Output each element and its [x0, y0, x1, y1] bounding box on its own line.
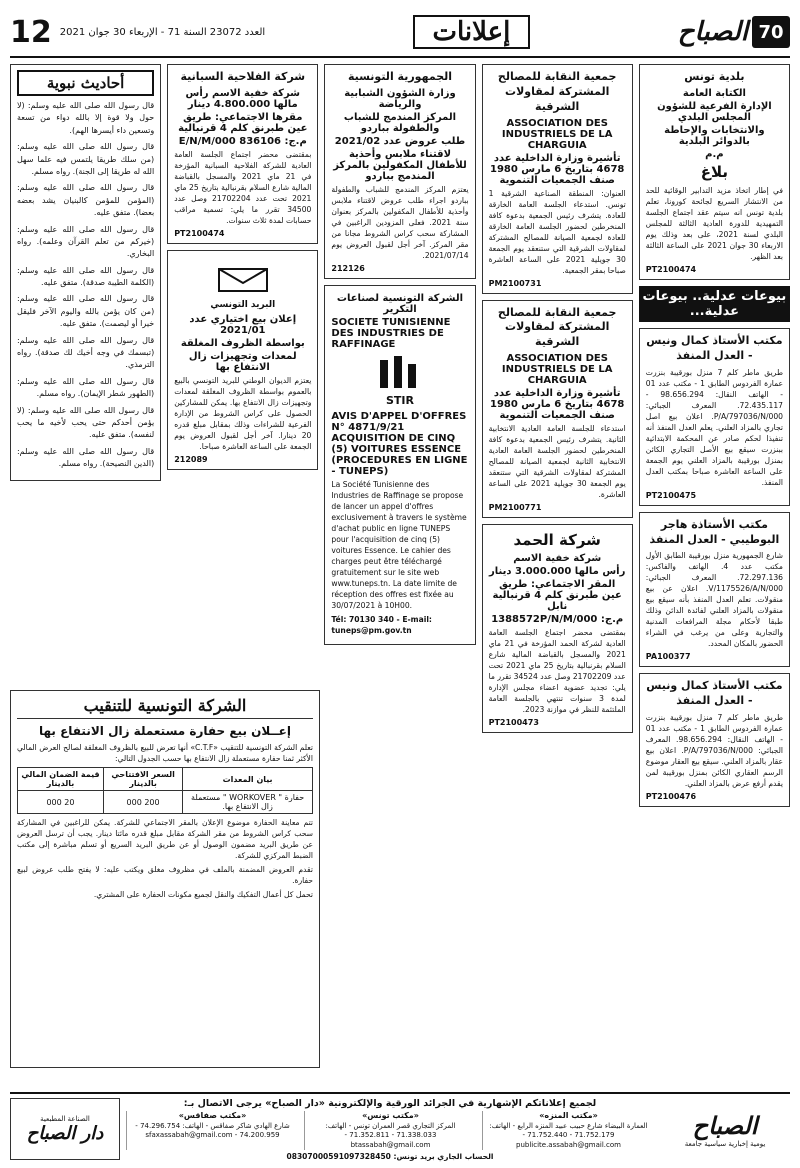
column-2 — [482, 64, 633, 1084]
notice-line: الكتابة العامة — [682, 87, 746, 99]
office-name: «مكتب صفاقس» — [178, 1111, 247, 1120]
footer-press-logo — [10, 1098, 120, 1160]
notice-line: وزارة الشؤون الشبابية والرياضة — [344, 87, 456, 110]
company-notice — [167, 64, 318, 244]
hadith-item: قال رسول الله صلى الله عليه وسلم: (لا يؤمن أحدكم حتى يحب لأخيه ما يحب لنفسه). متفق عليه. — [16, 405, 155, 440]
table-header: قيمة الضمان المالي بالدينار — [18, 768, 104, 791]
company-notice — [482, 524, 633, 733]
table-cell: 200 000 — [103, 791, 182, 814]
notice-line: بواسطة الظروف المغلقة — [180, 337, 305, 349]
notice-title-fr: ASSOCIATION DES INDUSTRIELS DE LA CHARGUIA — [501, 117, 613, 151]
notice-title: شركة الفلاحية السبانية — [180, 70, 306, 83]
notice-title: مكتب الأستاذ كمال ونيس - العدل المنفذ — [646, 334, 783, 362]
notice-body: يعتزم الديوان الوطني للبريد التونسي بالبيع بالعموم بواسطة الظروف المغلقة لمعدات وتجهيزات زال الانتفاع بها. يمكن للمشاركين الحصول على كراس الشروط من الإدارة الفرعية للشراءات وذلك بمقابل مبلغ قدره 20 دينارا. آخر أجل لقبول العروض يوم الجمعة على الساعة العاشرة صباحا. — [174, 375, 312, 451]
footer-headline: لجميع إعلاناتكم الإشهارية في الجرائد الورقية والإلكترونية «دار الصباح» يرجى الاتصال بـ: — [183, 1098, 597, 1109]
sale-notice — [639, 512, 790, 668]
notice-title-fr: ASSOCIATION DES INDUSTRIELS DE LA CHARGUIA — [501, 353, 613, 387]
stir-logo — [331, 354, 468, 407]
ctf-title: الشركة التونسية للتنقيب — [17, 696, 313, 719]
office-text: شارع الهادي شاكر صفاقس - الهاتف: 74.296.754 - 74.200.959 - sfaxassabah@gmail.com — [135, 1121, 290, 1140]
footer-press-tag: الصناعة المطبعية — [40, 1114, 90, 1123]
hadith-item: قال رسول الله صلى الله عليه وسلم: (من كان يؤمن بالله واليوم الآخر فليقل خيرا أو ليصمت). متفق عليه. — [16, 294, 155, 329]
notice-title: جمعية النقابة للمصالح المشتركة لمقاولات الشرقية — [497, 305, 617, 349]
notice-title: الجمهورية التونسية — [347, 70, 453, 83]
notice-line: شركة خفية الاسم — [513, 553, 602, 565]
hadith-item: قال رسول الله صلى الله عليه وسلم: (الدين النصيحة). رواه مسلم. — [16, 446, 155, 469]
sales-banner: بيوعات عدلية.. بيوعات عدلية... — [639, 286, 790, 322]
poste-logo — [174, 260, 311, 310]
notice-title: مكتب الأستاذ كمال ونيس - العدل المنفذ — [646, 679, 783, 708]
notice-body: La Société Tunisienne des Industries de Raffinage se propose de lancer un appel d'offres exclusivement à travers le système d'achat public en ligne TUNEPS pour l'acquisition de cinq (5) voitures Essence. Le cahier des charges peut être téléchargé gratuitement sur le site web www.tuneps.tn. La date limite de réception des offres est fixée au 30/07/2021 à 10H00. — [331, 479, 467, 610]
footer-logo — [660, 1098, 790, 1160]
notice-line: م.ج: 836106 E/N/M/000 — [178, 135, 307, 147]
hadith-item: قال رسول الله صلى الله عليه وسلم: (من سلك طريقا يلتمس فيه علما سهل الله له طريقا إلى الجنة). رواه مسلم. — [16, 142, 155, 176]
column-3 — [324, 64, 475, 1084]
notice-line: لمعدات وتجهيزات زال الانتفاع بها — [188, 350, 297, 373]
footer-logo-word: الصباح — [692, 1110, 758, 1140]
ctf-condition: تقدم العروض المضمنة بالملف في مظروف مغلق ويكتب عليه: لا يفتح طلب عروض لبيع حفارة. — [17, 865, 313, 886]
section-title: إعلانات — [413, 15, 531, 49]
notice-subtitle: تأشيرة وزارة الداخلية عدد 4678 بتاريخ 6 مارس 1980 صنف الجمعيات التنموية — [489, 388, 625, 422]
logo-word: الصباح — [677, 17, 748, 47]
masthead-logo — [678, 16, 790, 48]
office-text: المركز التجاري قصر العمران تونس - الهاتف: 71.338.033 - 71.352.811 - btassabah@gmail.com — [325, 1121, 456, 1149]
notice-ref: PT2100473 — [488, 718, 539, 728]
page-header — [10, 8, 790, 58]
notice-line: طلب عروض عدد 2021/02 — [334, 135, 466, 147]
sale-notice — [639, 328, 790, 506]
ctf-body: تتم معاينة الحفارة موضوع الإعلان بالمقر الاجتماعي للشركة. يمكن للراغبين في المشاركة سحب كراس الشروط من مقر الشركة مقابل مبلغ قدره مائتا دينار. يجب أن ترسل العروض عن طريق البريد مضمون الوصول أو عن طريق البريد السريع أو تسلم مباشرة إلى مكتب الضبط المركزي للشركة. — [17, 818, 313, 861]
office-item — [304, 1111, 476, 1150]
logo-badge: 70 — [752, 16, 790, 48]
hadith-title: أحاديث نبوية — [17, 70, 154, 96]
association-notice — [482, 300, 633, 519]
notice-line: لاقتناء ملابس وأحذية للأطفال المكفولين بالمركز المندمج بباردو — [333, 148, 467, 182]
notice-body: يعتزم المركز المندمج للشباب والطفولة بباردو اجراء طلب عروض لاقتناء ملابس وأحذية للأطفال المكفولين بالمركز بعنوان سنة 2021. فعلى المزودين الراغبين في المشاركة سحب كراس الشروط مجانا من مقر المركز. آخر أجل لقبول العروض يوم 2021/07/14. — [331, 184, 469, 260]
notice-line: شركة خفية الاسم رأس مالها 4.800.000 دينار — [185, 87, 301, 110]
hadith-item: قال رسول الله صلى الله عليه وسلم: (خيركم من تعلم القرآن وعلمه). رواه البخاري. — [16, 224, 155, 259]
notice-ref: 212126 — [331, 263, 365, 273]
notice-body: استدعاء للجلسة العامة العادية الانتخابية الثانية. يتشرف رئيس الجمعية بدعوة كافة المنخرطين لحضور الجلسة العامة العادية الانتخابية الثانية لجمعية الصيانة للمصالح المشتركة لمقاولات الشرقية التي ستنعقد يوم الجمعة 30 جويلية 2021 على الساعة العاشرة. — [488, 424, 626, 500]
hadith-item: قال رسول الله صلى الله عليه وسلم: (الكلمة الطيبة صدقة). متفق عليه. — [16, 265, 155, 288]
page-number: 12 — [10, 14, 52, 50]
stir-tender — [324, 285, 475, 645]
tender-title: AVIS D'APPEL D'OFFRES N° 4871/9/21 ACQUISITION DE CINQ (5) VOITURES ESSENCE (PROCEDURES EN LIGNE - TUNEPS) — [331, 410, 468, 477]
notice-subtitle: تأشيرة وزارة الداخلية عدد 4678 بتاريخ 6 مارس 1980 صنف الجمعيات التنموية — [489, 152, 625, 186]
column-1 — [639, 64, 790, 1084]
office-name: «مكتب المنزه» — [539, 1111, 598, 1120]
stir-logo-icon — [370, 354, 430, 394]
notice-line: الإدارة الفرعية للشؤون المجلس البلدي — [657, 100, 772, 123]
notice-ref: PT2100474 — [645, 265, 697, 275]
notice-body: طريق ماطر كلم 7 منزل بورقيبة بنزرت عمارة الفردوس الطابق 1 - مكتب عدد 01 - الهاتف النقال: 98.656.294 - 72.435.117. المعرف الجبائي: P/A/797036/N/000. اعلان بيع اصل تجاري بالمزاد العلني. يعلم العدل المنفذ أنه تنفيذا لحكم صادر عن المحكمة الابتدائية ببنزرت سيقع بيع الأصل التجاري الكائن بمنزل بورقيبة بالمزاد العلني يوم الجمعة على الساعة العاشرة صباحا بمكتب العدل المنفذ. — [645, 367, 784, 487]
notice-ref: PT2100474 — [174, 228, 225, 238]
office-text: العمارة البيضاء شارع حبيب عبيد المنزه الرابع - الهاتف: 71.752.179 - 71.752.440 - publicite.assabah@gmail.com — [489, 1121, 648, 1149]
page-footer — [10, 1092, 790, 1160]
notice-title: شركة الحمد — [513, 531, 601, 550]
notice-ref: PM2100731 — [488, 278, 542, 288]
footer-account: الحساب الجاري بريد تونس: 08307000591097328450 — [286, 1152, 494, 1162]
ctf-condition: تحمل كل أعمال التفكيك والنقل لجميع مكونات الحفارة على المشتري. — [93, 890, 313, 900]
notice-line: م.م — [705, 148, 724, 160]
ministry-tender — [324, 64, 475, 279]
hadith-item: قال رسول الله صلى الله عليه وسلم: (لا حول ولا قوة إلا بالله دواء من تسعة وتسعين داء أيسرها الهم). — [16, 101, 155, 135]
notice-title-fr: SOCIETE TUNISIENNE DES INDUSTRIES DE RAFFINAGE — [331, 316, 451, 350]
notice-ref: 212089 — [174, 454, 208, 464]
notice-ref: PT2100476 — [645, 792, 697, 802]
notice-body: شارع الجمهورية منزل بورقيبة الطابق الأول مكتب عدد 4. الهاتف والفاكس: 72.297.136. المعرف الجبائي: V/1175526/A/N/000. اعلان عن بيع منقولات. تعلم العدل المنفذ بأنه سيقع بيع منقولات بالمزاد العلني لفائدة الدائن وذلك طبقا لأحكام مجلة المرافعات المدنية والتجارية وعلى من يرغب في الشراء الحضور بالمكان المحدد. — [645, 551, 783, 649]
stir-logo-text: STIR — [385, 393, 414, 407]
table-cell: 20 000 — [18, 791, 104, 814]
municipality-notice — [639, 64, 790, 280]
ctf-intro: تعلم الشركة التونسية للتنقيب «C.T.F» أنها تعرض للبيع بالظروف المغلقة لصالح العرض المالي الأكثر ثمنا حفارة مستعملة زال الانتفاع بها حسب الجدول التالي: — [17, 743, 313, 764]
ctf-ad — [10, 690, 320, 1068]
envelope-icon — [213, 260, 273, 300]
notice-line: والانتخابات والإحاطة بالدوائر البلدية — [664, 124, 765, 147]
notice-title: بلدية تونس — [684, 70, 745, 83]
notice-body: العنوان: المنطقة الصناعية الشرقية 1 تونس. استدعاء الجلسة العامة الخارقة للعادة. يتشرف رئيس الجمعية بدعوة كافة المنخرطين لحضور الجلسة العامة الخارقة للعادة لجمعية الصيانة للمصالح المشتركة لمقاولات الشرقية التي ستنعقد يوم الجمعة 30 جويلية 2021 على الساعة العاشرة صباحا بمقر الجمعية. — [488, 188, 626, 275]
notice-line: المركز المندمج للشباب والطفولة بباردو — [343, 111, 457, 134]
poste-title: البريد التونسي — [210, 299, 276, 310]
footer-press-word: دار الصباح — [26, 1122, 104, 1144]
notice-contact: Tél: 70130 340 - E-mail: tuneps@pm.gov.tn — [331, 614, 432, 635]
footer-offices — [126, 1111, 654, 1150]
hadith-item: قال رسول الله صلى الله عليه وسلم: (الطهور شطر الإيمان). رواه مسلم. — [16, 376, 155, 399]
notice-ref: PA100377 — [645, 652, 691, 662]
table-header: بيان المعدات — [183, 768, 313, 791]
table-header: السعر الافتتاحي بالدينار — [103, 768, 182, 791]
hadith-box — [10, 64, 161, 481]
hadith-item: قال رسول الله صلى الله عليه وسلم: (المؤمن للمؤمن كالبنيان يشد بعضه بعضا). متفق عليه. — [16, 183, 155, 218]
association-notice — [482, 64, 633, 294]
notice-title: مكتب الأستاذة هاجر البوطيبي - العدل المنفذ — [649, 517, 780, 546]
issue-line: العدد 23072 السنة 71 - الإربعاء 30 جوان 2021 — [59, 26, 266, 38]
notice-heading: بلاغ — [700, 162, 729, 181]
ctf-table — [17, 767, 313, 814]
ctf-ad-title: إعــلان بيع حفارة مستعملة زال الانتفاع بها — [38, 724, 291, 738]
sale-notice — [639, 673, 790, 807]
notice-body: في إطار اتخاذ مزيد التدابير الوقائية للحد من الانتشار السريع لجائحة كورونا، تعلم بلدية تونس انه سيتم عقد اجتماع الجلسة التمهيدية للدورة العادية الثالثة للمجلس البلدي لسنة 2021، على بعد وذلك يوم الاربعاء 30 جوان 2021 على الساعة الثالثة بعد الظهر. — [645, 186, 783, 262]
table-row — [18, 791, 313, 814]
hadith-item: قال رسول الله صلى الله عليه وسلم: (تبسمك في وجه أخيك لك صدقة). رواه الترمذي. — [16, 335, 155, 370]
notice-line: مقرها الاجتماعي: طريق عين طبرنق كلم 4 قرنبالية — [178, 111, 308, 134]
notice-ref: PM2100771 — [488, 503, 542, 513]
office-name: «مكتب تونس» — [362, 1111, 419, 1120]
notice-line: إعلان بيع اختياري عدد 2021/01 — [189, 313, 297, 336]
table-cell: حفارة " WORKOVER " مستعملة زال الانتفاع بها. — [183, 791, 313, 814]
notice-title: الشركة التونسية لصناعات التكرير — [336, 292, 464, 315]
footer-logo-tag: يومية إخبارية سياسية جامعة — [684, 1139, 766, 1148]
notice-line: رأس مالها 3.000.000 دينار — [489, 566, 626, 578]
notice-body: طريق ماطر كلم 7 منزل بورقيبة بنزرت عمارة الفردوس الطابق 1 - مكتب عدد 01 - الهاتف النقال: 98.656.294. المعرف الجبائي: P/A/797036/N/000. اعلان بيع عقار بالمزاد العلني. سيقع بيع العقار موضوع الرسم العقاري الكائن بمنزل بورقيبة لمن يقدم أرفع عرض بالمزاد العلني. — [645, 713, 783, 789]
office-item — [482, 1111, 654, 1150]
notice-body: بمقتضى محضر اجتماع الجلسة العامة العادية للشركة الفلاحية السبانية المؤرخة في 21 ماي 2021 والمسجل بالقباضة المالية شارع السلام بقرنبالية بتاريخ 25 ماي 2021 تحت عدد 21702204 وصل عدد 34500 تقرر ما يلي: تسمية مراقب حسابات لمدة ثلاث سنوات. — [174, 149, 312, 225]
office-item — [126, 1111, 298, 1150]
notice-line: المقر الاجتماعي: طريق عين طبرنق كلم 4 قرنبالية نابل — [492, 579, 622, 613]
notice-title: جمعية النقابة للمصالح المشتركة لمقاولات الشرقية — [497, 70, 617, 113]
footer-contacts — [126, 1098, 654, 1160]
poste-notice — [167, 250, 318, 470]
notice-body: بمقتضى محضر اجتماع الجلسة العامة العادية لشركة الحمد المؤرخة في 21 ماي 2021 والمسجل بالقباضة المالية شارع السلام بقرنبالية بتاريخ 25 ماي 2021 تحت عدد 21702209 وصل عدد 34524 تقرر ما يلي: تجديد عضوية اعضاء مجلس الإدارة لمدة 3 سنوات تنتهي بالجلسة العامة الملتئمة للنظر في موازنة 2023. — [488, 628, 626, 715]
notice-line: م.ج: 1388572P/N/M/000 — [491, 614, 624, 626]
notice-ref: PT2100475 — [645, 490, 697, 500]
